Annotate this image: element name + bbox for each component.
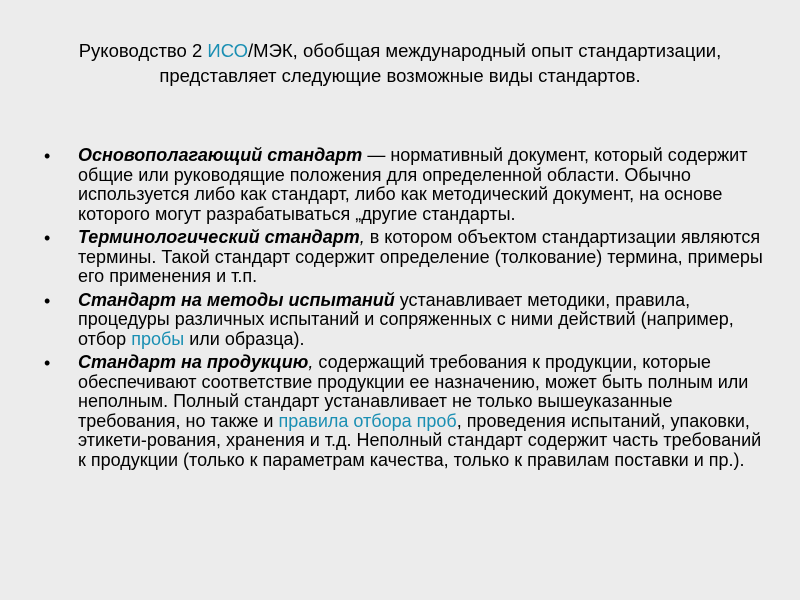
bullet-icon: • — [44, 146, 51, 166]
bullet-test-method-standard — [44, 291, 764, 350]
definition-product-standard-end: , проведения испытаний, упаковки, этикети-рования, хранения и т.д. Неполный стандарт содержит часть требований к продукции (только к параметрам качества, только к правилам поставки и пр.). — [78, 410, 762, 470]
definition-product-standard: содержащий требования к продукции, которые обеспечивают соответствие продукции ее назначению, может быть полным или неполным. Полный стандарт устанавливает не только вышеуказанные требования, но также и — [78, 352, 749, 431]
term-comma: , — [359, 227, 365, 247]
term-fundamental-standard: Основополагающий стандарт — [78, 145, 363, 165]
bullet-icon: • — [44, 353, 51, 373]
bullet-fundamental-standard — [44, 146, 764, 224]
bullet-text — [78, 353, 764, 470]
sampling-rules-link[interactable]: правила отбора проб — [278, 410, 457, 431]
slide-title — [40, 38, 760, 88]
definition-terminology-standard: в котором объектом стандартизации являются термины. Такой стандарт содержит определение (толкование) термина, примеры его применения и т.п. — [78, 227, 763, 286]
bullet-product-standard — [44, 353, 764, 470]
term-comma: , — [308, 352, 314, 372]
bullet-text — [78, 291, 764, 350]
definition-fundamental-standard: — нормативный документ, который содержит общие или руководящие положения для определенной области. Обычно используется либо как стандарт, либо как методический документ, на основе которого могут разрабатываться „другие стандарты. — [78, 145, 748, 224]
bullet-terminology-standard — [44, 228, 764, 287]
title-text-end: /МЭК, обобщая международный опыт стандартизации, представляет следующие возможные виды стандартов. — [159, 40, 722, 86]
term-terminology-standard: Терминологический стандарт — [78, 227, 360, 247]
definition-test-method-standard-end: или образца). — [184, 328, 305, 349]
bullet-text — [78, 228, 764, 287]
term-test-method-standard: Стандарт на методы испытаний — [78, 289, 395, 310]
bullet-text — [78, 146, 764, 224]
iso-link[interactable]: ИСО — [207, 40, 249, 61]
standards-list — [44, 146, 764, 474]
bullet-icon: • — [44, 228, 51, 248]
sample-link[interactable]: пробы — [131, 328, 185, 349]
definition-test-method-standard: устанавливает методики, правила, процедуры различных испытаний и сопряженных с ними действий (например, отбор — [78, 289, 734, 349]
title-text-start: Руководство 2 — [78, 40, 208, 61]
term-product-standard: Стандарт на продукцию — [78, 352, 309, 372]
bullet-icon: • — [44, 290, 51, 311]
